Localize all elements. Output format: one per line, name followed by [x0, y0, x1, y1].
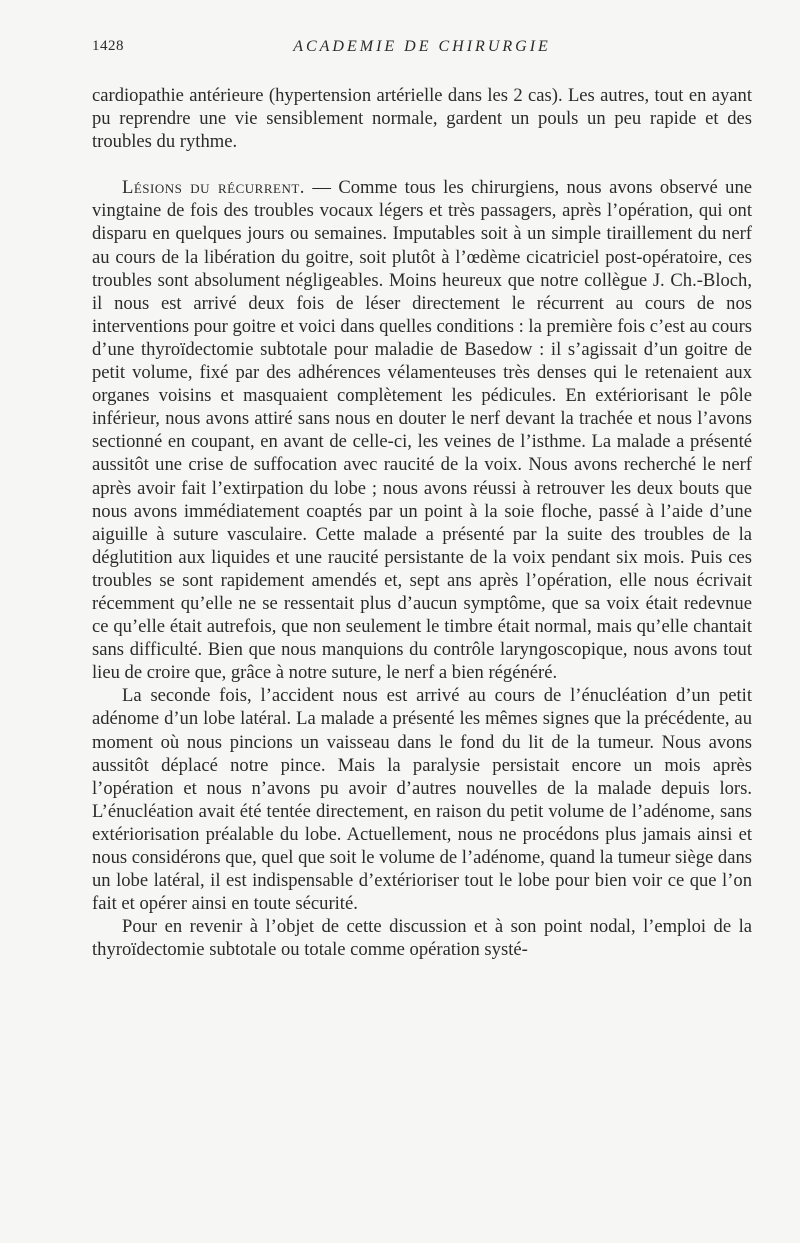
page-number: 1428 [92, 38, 124, 54]
page-header [92, 38, 752, 62]
running-head: ACADEMIE DE CHIRURGIE [293, 38, 551, 55]
paragraph-text: — Comme tous les chirurgiens, nous avons observé une vingtaine de fois des troubles vocaux légers et très passagers, après l’opération, qui ont disparu en quelques jours ou semaines. Imputables soit à un simple tiraillement du nerf au cours de la libération du goitre, soit plutôt à l’œdème cicatriciel post-opératoire, ces troubles sont absolument négligeables. Moins heureux que notre collègue J. Ch.-Bloch, il nous est arrivé deux fois de léser directement le récurrent au cours de nos interventions pour goitre et voici dans quelles conditions : la première fois c’est au cours d’une thyroïdectomie subtotale pour maladie de Basedow : il s’agissait d’un goitre de petit volume, fixé par des adhérences vélamenteuses très denses qui le retenaient aux organes voisins et masquaient complètement les pédicules. En extériorisant le pôle inférieur, nous avons attiré sans nous en douter le nerf devant la trachée et nous l’avons sectionné en coupant, en avant de celle-ci, les veines de l’isthme. La malade a présenté aussitôt une crise de suffocation avec raucité de la voix. Nous avons recherché le nerf après avoir fait l’extirpation du lobe ; nous avons réussi à retrouver les deux bouts que nous avons immédiatement coaptés par un point à la soie floche, passé à l’aide d’une aiguille à suture vasculaire. Cette malade a présenté par la suite des troubles de la déglutition aux liquides et une raucité persistante de la voix pendant six mois. Puis ces troubles se sont rapidement amendés et, sept ans après l’opération, elle nous écrivait récemment qu’elle ne se ressentait plus d’aucun symptôme, que sa voix était redevnue ce qu’elle était autrefois, que non seulement le timbre était normal, mais qu’elle chantait sans difficulté. Bien que nous manquions du contrôle laryngoscopique, nous avons tout lieu de croire que, grâce à notre suture, le nerf a bien régénéré. [92, 177, 752, 684]
paragraph-conclusion-start: Pour en revenir à l’objet de cette discussion et à son point nodal, l’emploi de la thyroïdectomie subtotale ou totale comme opération systé- [92, 916, 752, 961]
paragraph-second-case: La seconde fois, l’accident nous est arrivé au cours de l’énucléation d’un petit adénome d’un lobe latéral. La malade a présenté les mêmes signes que la précédente, au moment où nous pincions un vaisseau dans le fond du lit de la tumeur. Nous avons aussitôt déplacé notre pince. Mais la paralysie persistait encore un mois après l’opération et nous n’avons pu avoir d’autres nouvelles de la malade depuis lors. L’énucléation avait été tentée directement, en raison du petit volume de l’adénome, sans extériorisation préalable du lobe. Actuellement, nous ne procédons plus jamais ainsi et nous considérons que, quel que soit le volume de l’adénome, quand la tumeur siège dans un lobe latéral, il est indispensable d’extérioriser tout le lobe pour bien voir ce que l’on fait et opérer ainsi en toute sécurité. [92, 685, 752, 915]
body-text [92, 84, 752, 961]
section-heading: Lésions du récurrent. [122, 177, 305, 199]
paragraph-recurrent-lesions [92, 176, 752, 684]
paragraph-continuation: cardiopathie antérieure (hypertension artérielle dans les 2 cas). Les autres, tout en ayant pu reprendre une vie sensiblement normale, gardent un pouls un peu rapide et des troubles du rythme. [92, 85, 752, 153]
